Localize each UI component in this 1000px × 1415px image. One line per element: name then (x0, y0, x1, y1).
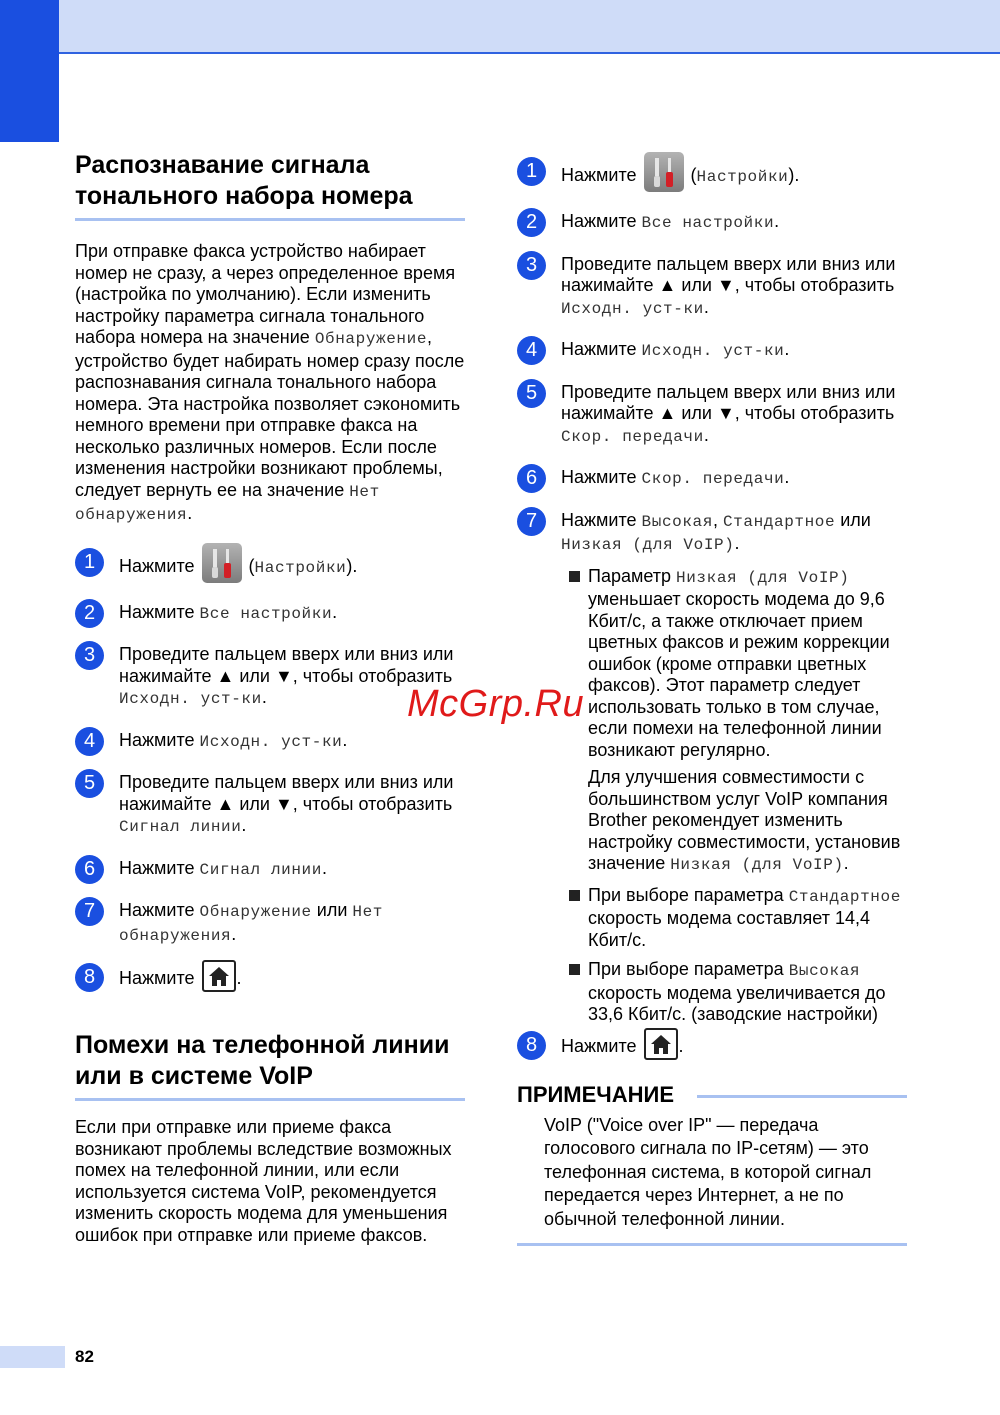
step-number-badge: 8 (75, 963, 104, 992)
ui-term: Высокая (641, 512, 713, 531)
ui-term: Скор. передачи (641, 470, 785, 488)
step-text (561, 510, 907, 557)
step-number-badge: 2 (517, 208, 546, 237)
text-run: Проведите пальцем вверх или вниз или нажимайте ▲ или ▼, чтобы отобразить (119, 644, 454, 686)
bullet-text (588, 885, 907, 952)
text-run: . (342, 729, 348, 750)
text-run: ). (788, 164, 800, 185)
text-run: Нажмите (119, 900, 200, 920)
step-number-badge: 6 (75, 855, 104, 884)
step-text (561, 467, 907, 491)
text-run: , (712, 509, 723, 530)
section-intro-dial-tone (75, 241, 465, 527)
ui-term: Скор. передачи (561, 427, 704, 446)
ui-term: Исходн. уст-ки (199, 732, 343, 751)
text-run: . (784, 467, 790, 487)
step-text (561, 339, 907, 363)
bullet-text (588, 959, 907, 1026)
ui-term: Все настройки (199, 604, 333, 623)
text-run: или (835, 509, 871, 530)
text-run: Нажмите (119, 967, 200, 988)
step-text (119, 772, 465, 839)
page-number: 82 (75, 1347, 94, 1366)
text-run: При отправке факса устройство набирает номер не сразу, а через определенное время (настройка по умолчанию). Если изменить настройку параметра сигнала тонального набора номера на значение (75, 241, 456, 347)
text-run: Параметр (588, 565, 677, 586)
text-run: ( (243, 555, 255, 576)
text-run: Проведите пальцем вверх или вниз или нажимайте ▲ или ▼, чтобы отобразить (561, 253, 896, 295)
step-number-badge: 6 (517, 464, 546, 493)
step-text (561, 254, 907, 321)
text-run: Нажмите (119, 729, 200, 750)
text-run: или (311, 900, 353, 920)
text-run: Нажмите (119, 601, 200, 622)
watermark: McGrp.Ru (407, 683, 585, 725)
text-run: . (703, 296, 709, 317)
text-run: . (261, 687, 267, 707)
ui-term: Сигнал линии (119, 818, 242, 836)
step-item (517, 160, 907, 192)
step-item (517, 382, 907, 449)
step-item (75, 730, 465, 754)
steps-list-dial-tone (75, 551, 465, 993)
title-rule (75, 218, 465, 221)
step-item (75, 966, 465, 992)
step-item (517, 510, 907, 1026)
ui-term: Нет обнаружения (75, 482, 380, 524)
text-run: . (332, 601, 338, 622)
text-run: Нажмите (561, 339, 642, 359)
ui-term: Высокая (788, 962, 861, 980)
text-run: Нажмите (561, 164, 642, 185)
step-text (561, 211, 907, 235)
option-bullets (561, 566, 907, 1026)
step-text (119, 966, 465, 992)
text-run: . (236, 967, 242, 988)
ui-term: Настройки (696, 167, 789, 186)
text-run: . (231, 923, 237, 944)
step-text (119, 602, 465, 626)
text-run: Нажмите (561, 1035, 642, 1056)
step-item (75, 858, 465, 882)
step-number-badge: 4 (75, 727, 104, 756)
ui-term: Стандартное (788, 887, 901, 906)
step-item (517, 1034, 907, 1060)
ui-term: Обнаружение (199, 903, 312, 921)
text-run: . (187, 503, 193, 523)
ui-term: Сигнал линии (199, 860, 322, 879)
note-text: VoIP ("Voice over IP" — передача голосового сигнала по IP-сетям) — это телефонная система, в которой сигнал передается через Интернет, а не по обычной телефонной линии. (544, 1114, 872, 1229)
ui-term: Стандартное (722, 512, 836, 531)
step-text (561, 382, 907, 449)
step-number-badge: 8 (517, 1031, 546, 1060)
step-item (75, 772, 465, 839)
step-item (517, 211, 907, 235)
text-run: Нажмите (561, 211, 642, 231)
step-item (517, 467, 907, 491)
bullet-item (561, 959, 907, 1026)
settings-icon (202, 543, 242, 583)
steps-list-voip (517, 160, 907, 1060)
ui-term: Исходн. уст-ки (119, 690, 262, 708)
ui-term: Низкая (для VoIP) (561, 536, 735, 554)
step-number-badge: 7 (75, 897, 104, 926)
text-run: . (678, 1035, 684, 1056)
ui-term: Низкая (для VoIP) (676, 568, 850, 587)
step-text (119, 858, 465, 882)
step-text (119, 730, 465, 754)
section-title-voip: Помехи на телефонной линии или в системе VoIP (75, 1031, 450, 1090)
text-run: . (321, 857, 327, 878)
bullet-text (588, 566, 907, 762)
home-icon (644, 1028, 678, 1060)
ui-term: Нет обнаружения (119, 903, 383, 945)
text-run: ( (685, 164, 697, 185)
section-intro-voip: Если при отправке или приеме факса возникают проблемы вследствие возможных помех на телефонной линии, или если используется система VoIP, рекомендуется изменить скорость модема для уменьшения ошибок при отправке или приеме факсов. (75, 1117, 452, 1245)
step-number-badge: 7 (517, 507, 546, 536)
bullet-square-icon (569, 571, 580, 582)
ui-term: Исходн. уст-ки (561, 299, 704, 318)
section-title-dial-tone: Распознавание сигнала тонального набора номера (75, 151, 413, 210)
footer-band (0, 1346, 65, 1368)
ui-term: Исходн. уст-ки (641, 342, 785, 360)
step-item (75, 900, 465, 947)
note-box (517, 1082, 907, 1247)
note-title: ПРИМЕЧАНИЕ (517, 1081, 675, 1107)
text-run: . (734, 533, 740, 553)
step-item (75, 602, 465, 626)
text-run: Нажмите (119, 555, 200, 576)
bullet-square-icon (569, 964, 580, 975)
text-run: Для улучшения совместимости с большинством услуг VoIP компания Brother рекомендует изменить настройку совместимости, установив значение (588, 767, 901, 873)
text-run: Нажмите (561, 509, 642, 530)
text-run: ). (346, 555, 358, 576)
step-number-badge: 5 (517, 379, 546, 408)
header-band (59, 0, 1000, 54)
text-run: скорость модема составляет 14,4 Кбит/с. (588, 908, 870, 950)
step-text (119, 900, 465, 947)
ui-term: Настройки (254, 558, 347, 577)
step-item (517, 339, 907, 363)
step-text (561, 160, 907, 192)
text-run: , устройство будет набирать номер сразу после распознавания сигнала тонального набора номера. Эта настройка позволяет сэкономить немного времени при отправке факса на несколько различных номеров. Если после изменения настройки возникают проблемы, следует вернуть ее на значение (75, 327, 465, 500)
text-run: Нажмите (119, 857, 200, 878)
bullet-extra-text (588, 767, 907, 877)
text-run: . (241, 815, 247, 835)
settings-icon (644, 152, 684, 192)
ui-term: Низкая (для VoIP) (670, 856, 844, 874)
text-run: При выборе параметра (588, 959, 789, 979)
bullet-item (561, 566, 907, 877)
text-run: . (843, 853, 849, 873)
text-run: скорость модема увеличивается до 33,6 Кбит/с. (заводские настройки) (588, 982, 886, 1024)
step-number-badge: 1 (517, 157, 546, 186)
bullet-square-icon (569, 890, 580, 901)
text-run: . (784, 339, 790, 359)
text-run: При выборе параметра (588, 884, 789, 905)
step-number-badge: 2 (75, 599, 104, 628)
text-run: . (703, 424, 709, 445)
step-text (119, 551, 465, 583)
bullet-item (561, 885, 907, 952)
step-number-badge: 3 (75, 641, 104, 670)
ui-term: Обнаружение (314, 330, 428, 348)
title-rule (75, 1098, 465, 1101)
note-rule (697, 1095, 907, 1098)
note-bottom-rule (517, 1243, 907, 1246)
text-run: уменьшает скорость модема до 9,6 Кбит/с, а также отключает прием цветных факсов и режим коррекции ошибок (кроме отправки цветных факсов). Этот параметр следует использовать только в том случае, если помехи на телефонной линии возникают регулярно. (588, 589, 890, 760)
text-run: Проведите пальцем вверх или вниз или нажимайте ▲ или ▼, чтобы отобразить (561, 381, 896, 423)
step-number-badge: 5 (75, 769, 104, 798)
text-run: . (774, 211, 780, 231)
step-text (561, 1034, 907, 1060)
ui-term: Все настройки (641, 214, 775, 232)
step-number-badge: 1 (75, 548, 104, 577)
text-run: Проведите пальцем вверх или вниз или нажимайте ▲ или ▼, чтобы отобразить (119, 772, 454, 814)
text-run: Нажмите (561, 467, 642, 487)
step-item (517, 254, 907, 321)
step-item (75, 551, 465, 583)
chapter-tab (0, 0, 59, 142)
home-icon (202, 960, 236, 992)
step-number-badge: 4 (517, 336, 546, 365)
step-number-badge: 3 (517, 251, 546, 280)
